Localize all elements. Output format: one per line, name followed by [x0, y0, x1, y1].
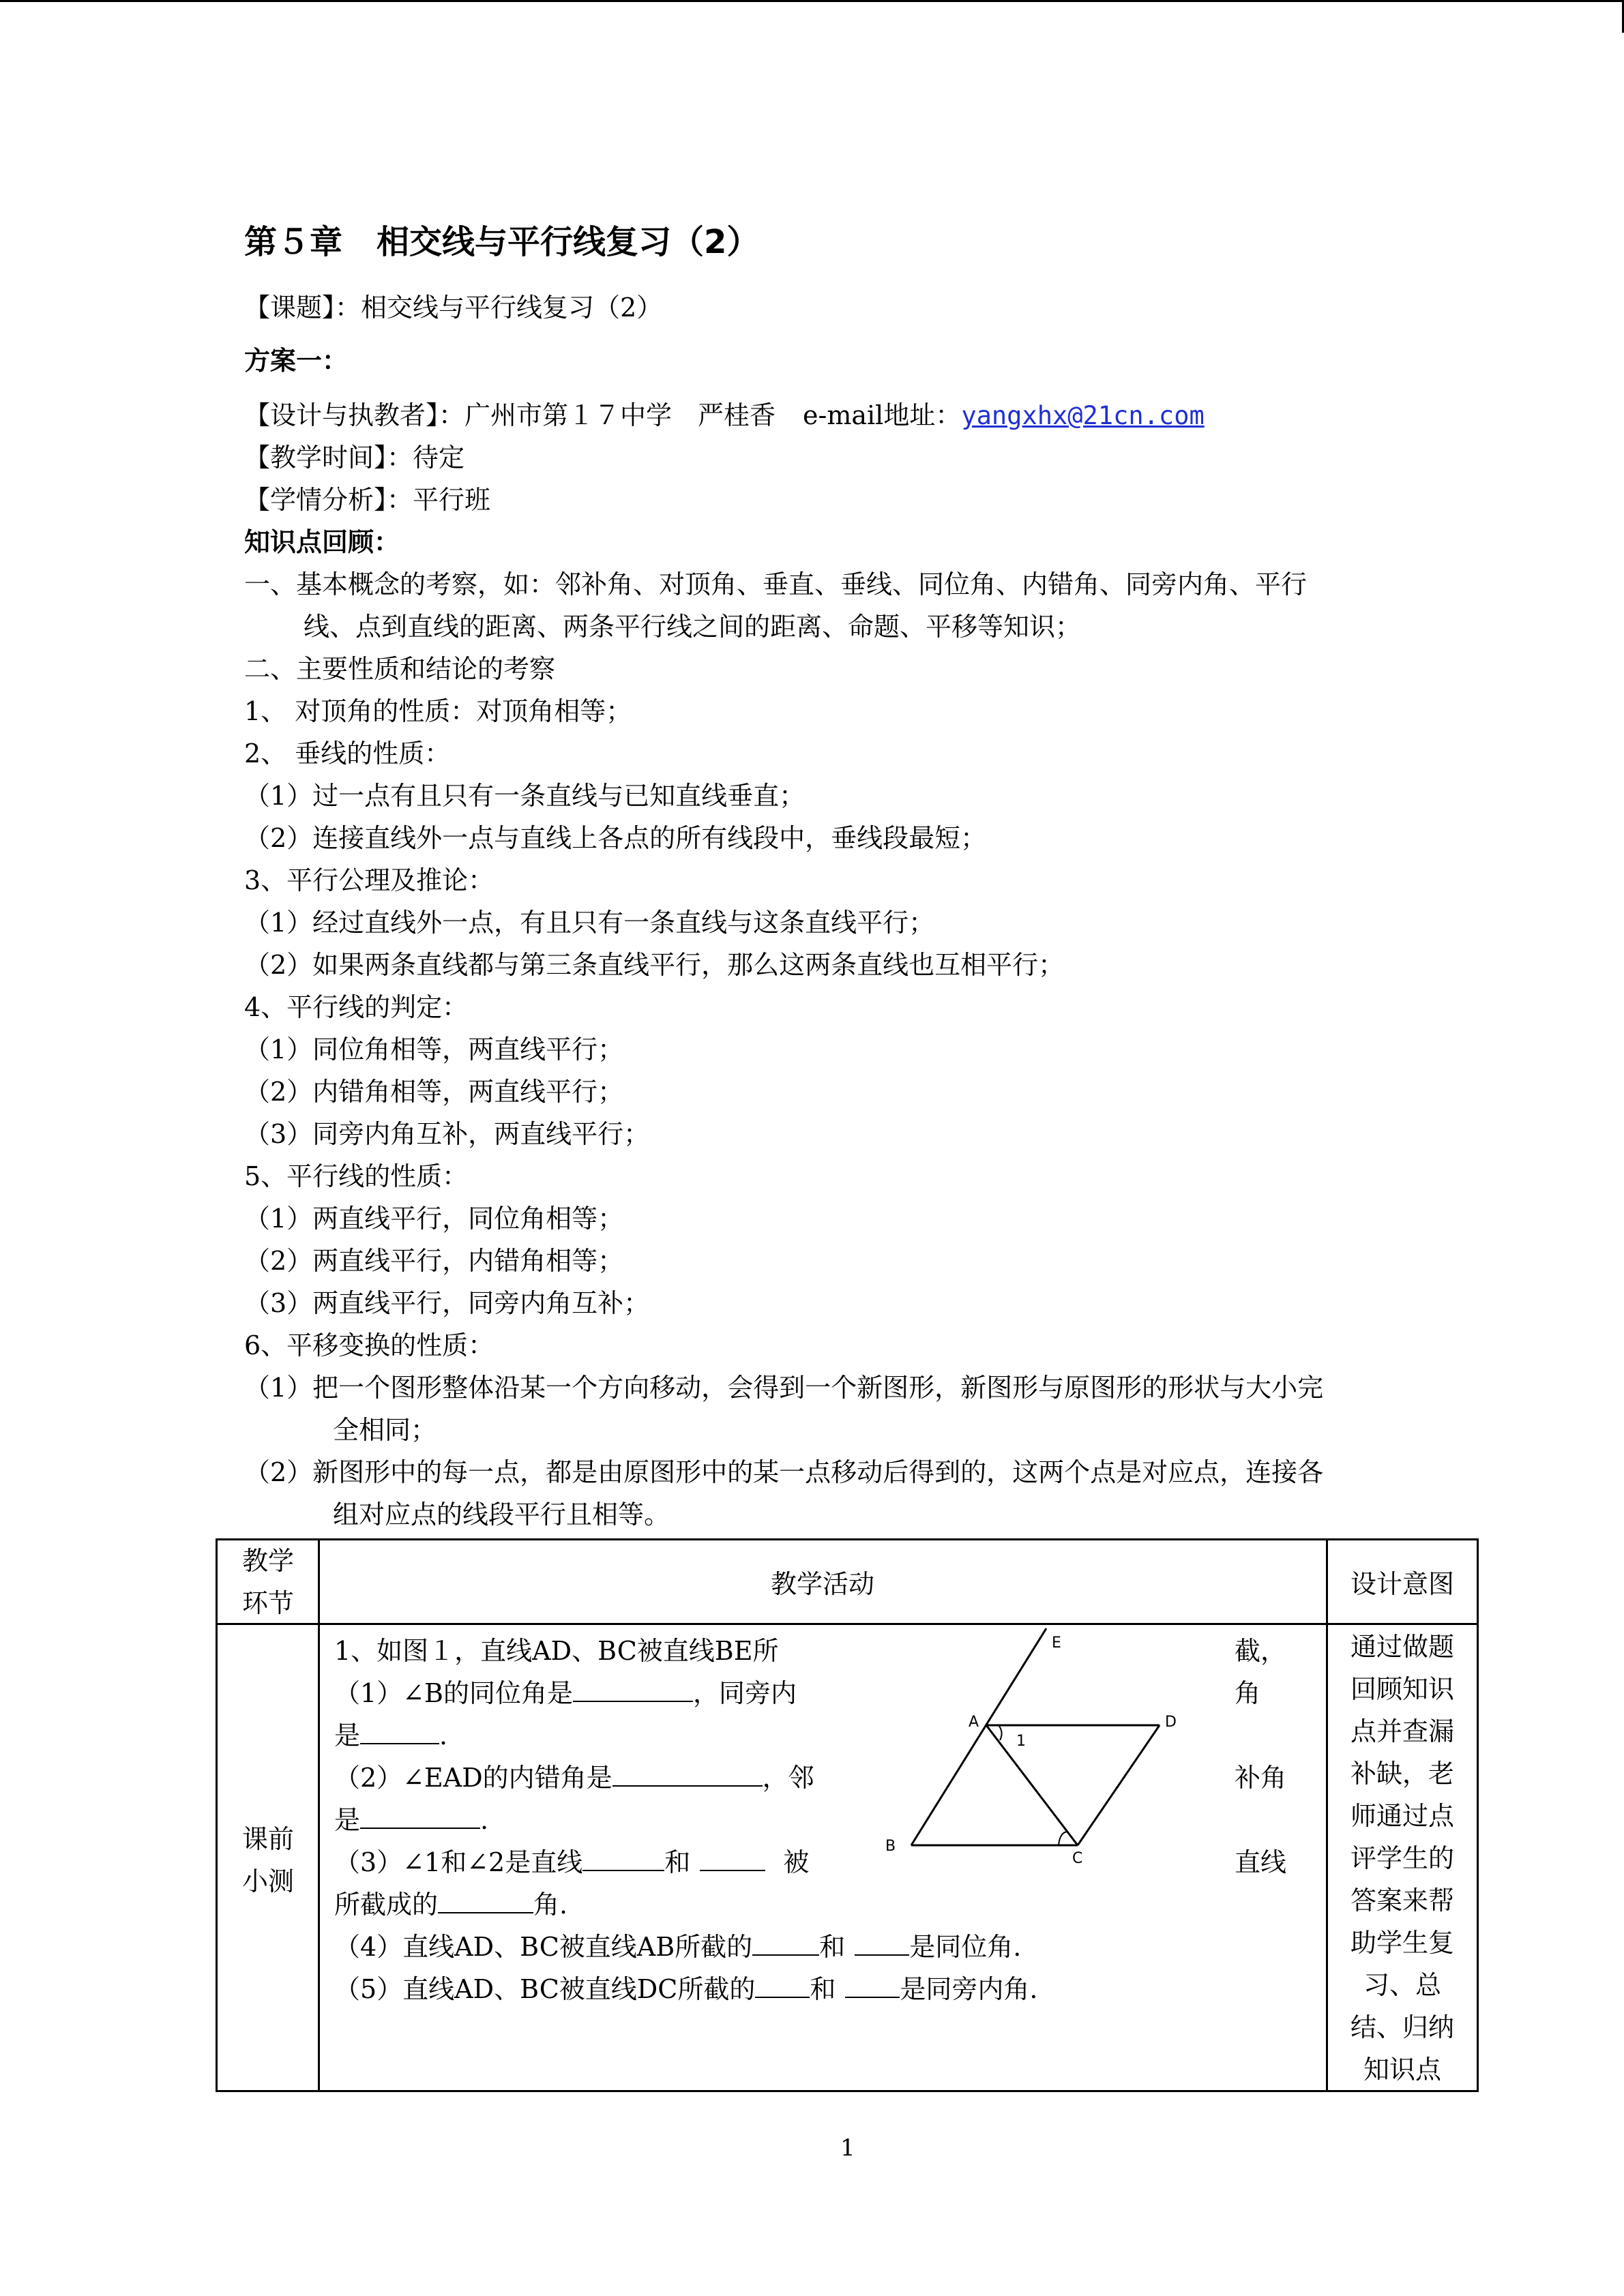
page-title: [244, 215, 759, 263]
header-intent: 设计意图: [1350, 1569, 1454, 1599]
content-line: （1）同位角相等，两直线平行；: [244, 1034, 624, 1064]
review-heading: 知识点回顾：: [244, 527, 400, 557]
question-1-part3-cont: [334, 1883, 567, 1921]
design-intent: [1327, 1626, 1477, 2091]
q-text: 和: [819, 1932, 846, 1962]
question-1-part2-cont: [334, 1799, 488, 1836]
label-E: E: [1052, 1635, 1061, 1652]
content-line: （3）两直线平行，同旁内角互补；: [244, 1288, 650, 1318]
q-text: .: [439, 1720, 448, 1750]
content-line: 4、平行线的判定：: [244, 992, 469, 1022]
q-text: ，同旁内: [692, 1678, 797, 1708]
answer-blank[interactable]: [573, 1676, 693, 1702]
content-line: （1）经过直线外一点，有且只有一条直线与这条直线平行；: [244, 908, 935, 938]
question-1-part4: [334, 1926, 1021, 1963]
content-line: （2）两直线平行，内错角相等；: [244, 1246, 624, 1276]
q-text: 被: [783, 1847, 810, 1877]
content-line: （1）两直线平行，同位角相等；: [244, 1204, 624, 1234]
q-text: .: [480, 1805, 489, 1835]
q-text: 是: [334, 1805, 361, 1835]
q-text: 所截成的: [334, 1890, 439, 1920]
q-text: 和: [810, 1974, 836, 2004]
answer-blank[interactable]: [700, 1845, 765, 1871]
answer-blank[interactable]: [855, 1930, 909, 1956]
intent-line: 结、归纳: [1350, 2012, 1454, 2042]
intent-line: 补缺，老: [1350, 1759, 1454, 1789]
content-line: 3、平行公理及推论：: [244, 865, 494, 895]
q-text: 是: [334, 1720, 361, 1750]
stage-line2: 小测: [241, 1866, 294, 1896]
geometry-figure: [880, 1623, 1187, 1868]
intent-line: 知识点: [1363, 2055, 1441, 2085]
stage-label: [217, 1818, 319, 1903]
table-border: [216, 2090, 1479, 2092]
chapter-name: 相交线与平行线复习（2）: [377, 223, 760, 261]
label-B: B: [885, 1838, 896, 1855]
line-DC: [1078, 1725, 1160, 1845]
page-number: 1: [840, 2134, 855, 2162]
line-BE: [911, 1628, 1046, 1845]
question-1-part2-tail: 补角: [1235, 1763, 1287, 1793]
email-link[interactable]: yangxhx@21cn.com: [961, 401, 1205, 430]
q-text: 和: [664, 1847, 691, 1877]
answer-blank[interactable]: [752, 1930, 819, 1956]
label-C: C: [1072, 1850, 1083, 1867]
label-D: D: [1165, 1714, 1177, 1731]
q-text: （4）直线AD、BC被直线AB所截的: [334, 1932, 753, 1962]
content-line: 组对应点的线段平行且相等。: [333, 1500, 670, 1530]
content-line: 二、主要性质和结论的考察: [244, 654, 556, 684]
question-1-part1-tail: 角: [1235, 1678, 1261, 1708]
intent-line: 助学生复: [1350, 1928, 1454, 1958]
content-line: （2）如果两条直线都与第三条直线平行，那么这两条直线也互相平行；: [244, 950, 1065, 980]
content-line: （2）连接直线外一点与直线上各点的所有线段中，垂线段最短；: [244, 823, 987, 853]
answer-blank[interactable]: [582, 1845, 664, 1871]
label-A: A: [969, 1714, 979, 1731]
content-line: 一、基本概念的考察，如：邻补角、对顶角、垂直、垂线、同位角、内错角、同旁内角、平行: [244, 569, 1308, 599]
question-1-part1-cont: [334, 1714, 447, 1752]
content-line: （1）过一点有且只有一条直线与已知直线垂直；: [244, 781, 806, 811]
header-activity: 教学活动: [770, 1569, 874, 1599]
content-line: （2）内错角相等，两直线平行；: [244, 1077, 624, 1107]
question-1-part2: [334, 1757, 814, 1794]
header-stage-line1: 教学: [241, 1546, 294, 1576]
chapter-number: 第５章: [244, 223, 343, 261]
intent-line: 通过做题: [1350, 1632, 1454, 1662]
q-text: 角.: [533, 1890, 568, 1920]
q-text: 是同位角.: [909, 1932, 1022, 1962]
answer-blank[interactable]: [360, 1718, 439, 1744]
q-text: （3）∠1和∠2是直线: [334, 1847, 583, 1877]
intent-line: 评学生的: [1350, 1843, 1454, 1873]
intent-line: 师通过点: [1350, 1801, 1454, 1831]
topic-line: 【课题】：相交线与平行线复习（2）: [244, 293, 663, 323]
designer-line: [244, 394, 1205, 432]
intent-line: 回顾知识: [1350, 1674, 1454, 1704]
content-line: 5、平行线的性质：: [244, 1161, 469, 1191]
q-text: （5）直线AD、BC被直线DC所截的: [334, 1974, 756, 2004]
analysis-line: 【学情分析】：平行班: [244, 485, 491, 515]
intent-line: 答案来帮: [1350, 1885, 1454, 1915]
intent-line: 点并查漏: [1350, 1716, 1454, 1746]
designer-text: 【设计与执教者】：广州市第１７中学 严桂香: [244, 400, 776, 430]
q-text: ，邻: [762, 1763, 814, 1793]
content-line: 6、平移变换的性质：: [244, 1330, 494, 1360]
question-1-part3: [334, 1841, 809, 1879]
stage-line1: 课前: [241, 1824, 294, 1854]
q-text: （2）∠EAD的内错角是: [334, 1763, 612, 1793]
plan-heading: 方案一：: [244, 346, 349, 376]
angle-2-arc: [1059, 1832, 1068, 1845]
table-border: [216, 1538, 1479, 1540]
content-line: 1、 对顶角的性质：对顶角相等；: [244, 696, 632, 726]
q-text: 是同旁内角.: [900, 1974, 1038, 2004]
content-line: （1）把一个图形整体沿某一个方向移动，会得到一个新图形，新图形与原图形的形状与大小完: [244, 1373, 1324, 1403]
content-line: （2）新图形中的每一点，都是由原图形中的某一点移动后得到的，这两个点是对应点，连接各: [244, 1457, 1324, 1487]
content-line: 线、点到直线的距离、两条平行线之间的距离、命题、平移等知识；: [304, 612, 1082, 642]
label-angle-1: 1: [1016, 1733, 1026, 1750]
header-stage: [217, 1540, 319, 1624]
answer-blank[interactable]: [438, 1888, 533, 1913]
intent-line: 习、总: [1363, 1970, 1441, 2000]
angle-1-arc: [999, 1725, 1002, 1740]
q-text: （1）∠B的同位角是: [334, 1678, 573, 1708]
time-line: 【教学时间】：待定: [244, 443, 465, 473]
header-stage-line2: 环节: [241, 1588, 294, 1618]
content-line: 全相同；: [333, 1415, 437, 1445]
answer-blank[interactable]: [360, 1803, 480, 1829]
answer-blank[interactable]: [612, 1761, 763, 1787]
answer-blank[interactable]: [755, 1972, 810, 1998]
content-line: （3）同旁内角互补，两直线平行；: [244, 1119, 650, 1149]
email-label: e-mail地址：: [803, 400, 962, 430]
question-1: 1、如图１，直线AD、BC被直线BE所: [334, 1636, 779, 1666]
line-AC: [986, 1725, 1078, 1845]
question-1-tail: 截，: [1235, 1636, 1287, 1666]
table-border: [216, 1623, 1479, 1625]
content-line: 2、 垂线的性质：: [244, 739, 451, 769]
answer-blank[interactable]: [845, 1972, 900, 1998]
question-1-part3-tail: 直线: [1235, 1847, 1287, 1877]
question-1-part5: [334, 1968, 1037, 2006]
question-1-part1: [334, 1672, 797, 1710]
